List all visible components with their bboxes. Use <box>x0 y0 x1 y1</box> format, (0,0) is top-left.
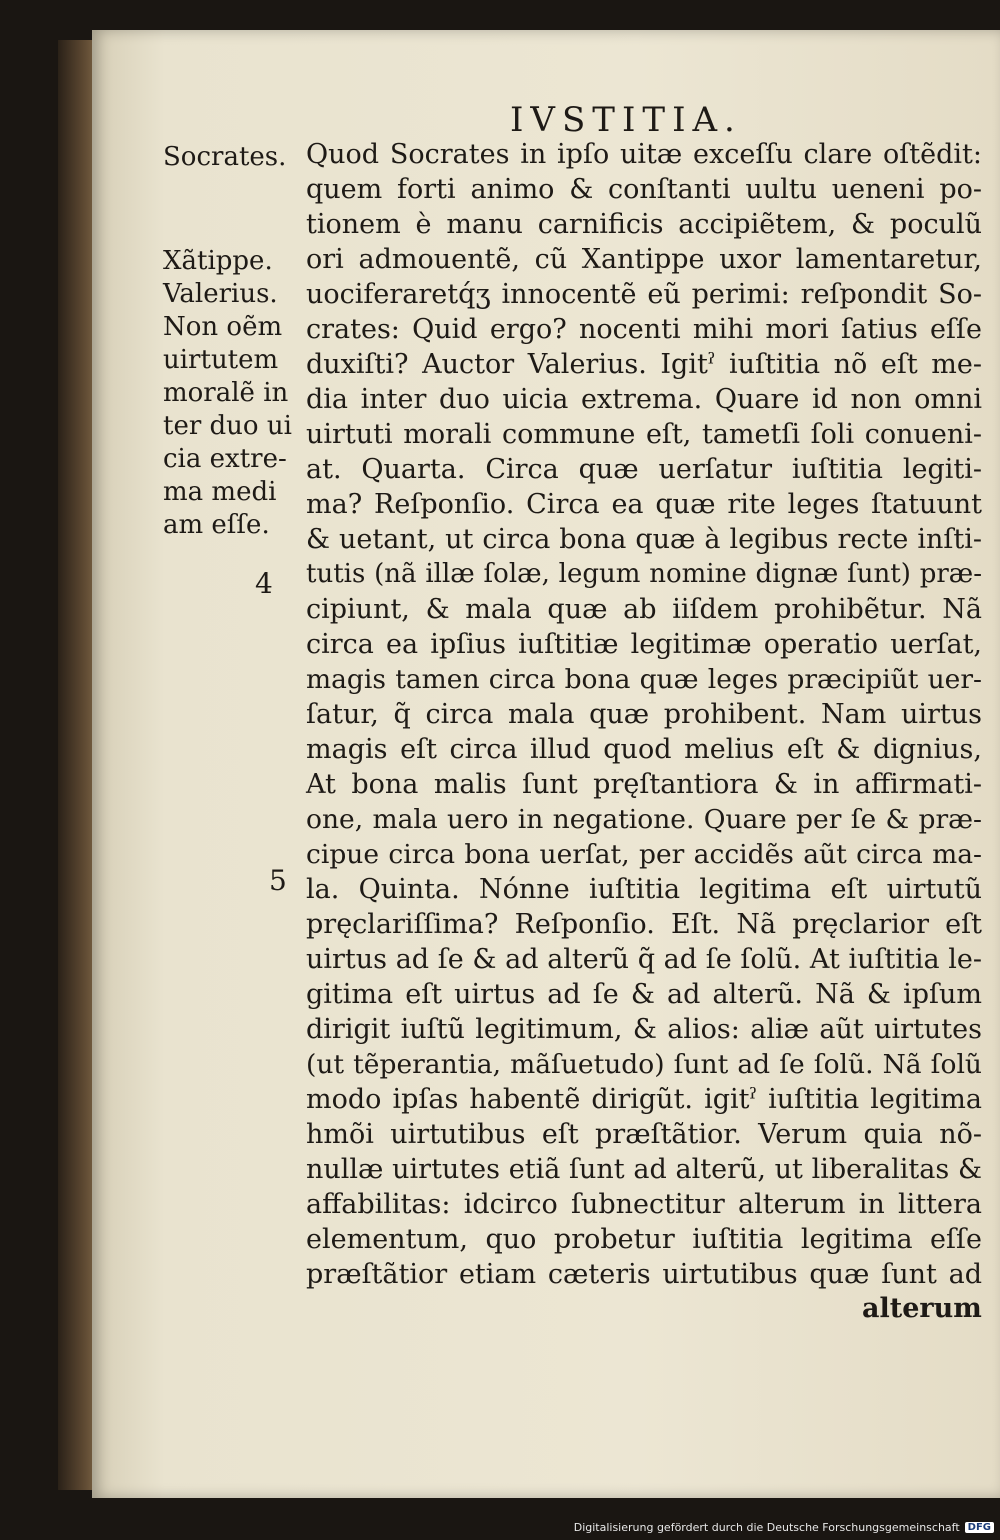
text-line: duxiſti? Auctor Valerius. Igitˀ iuſtitia nõ eſt me- <box>306 349 982 380</box>
text-line: one, mala uero in negatione. Quare per ſe & præ- <box>306 804 982 835</box>
text-line: At bona malis ſunt pręſtantiora & in affirmati- <box>306 769 982 800</box>
text-line: dirigit iuſtũ legitimum, & alios: aliæ aũt uirtutes <box>306 1014 982 1045</box>
text-line: nullæ uirtutes etiã ſunt ad alterũ, ut liberalitas & <box>306 1154 982 1185</box>
text-line: Quod Socrates in ipſo uitæ exceſſu clare oſtẽdit: <box>306 139 982 170</box>
margin-note-line: cia extre- <box>163 444 287 474</box>
text-line: modo ipſas habentẽ dirigũt. igitˀ iuſtitia legitima <box>306 1084 982 1115</box>
text-line: crates: Quid ergo? nocenti mihi mori ſatius eſſe <box>306 314 982 345</box>
section-number-4: 4 <box>255 567 273 600</box>
text-line: quem forti animo & conſtanti uultu ueneni po- <box>306 174 982 205</box>
text-line: affabilitas: idcirco ſubnectitur alterum in littera <box>306 1189 982 1220</box>
text-line: cipiunt, & mala quæ ab iiſdem prohibẽtur. Nã <box>306 594 982 625</box>
text-line: magis eſt circa illud quod melius eſt & dignius, <box>306 734 982 765</box>
margin-note-valerius: Valerius. <box>163 279 278 309</box>
margin-note-line: uirtutem <box>163 345 279 375</box>
margin-note-socrates: Socrates. <box>163 142 287 172</box>
text-line: elementum, quo probetur iuſtitia legitima eſſe <box>306 1224 982 1255</box>
text-line: tionem è manu carnificis accipiẽtem, & poculũ <box>306 209 982 240</box>
text-line: pręclariſſima? Reſponſio. Eſt. Nã pręclarior eſt <box>306 909 982 940</box>
text-line: la. Quinta. Nónne iuſtitia legitima eſt uirtutũ <box>306 874 982 905</box>
digitization-footer <box>574 1521 994 1534</box>
text-line: gitima eſt uirtus ad ſe & ad alterũ. Nã & ipſum <box>306 979 982 1010</box>
text-line: ſatur, q̃ circa mala quæ prohibent. Nam uirtus <box>306 699 982 730</box>
text-line: uirtuti morali commune eſt, tametſi ſoli conueni- <box>306 419 982 450</box>
margin-note-line: ter duo ui <box>163 411 292 441</box>
text-line: hmõi uirtutibus eſt præſtãtior. Verum quia nõ- <box>306 1119 982 1150</box>
running-head: IVSTITIA. <box>510 100 742 140</box>
text-line: magis tamen circa bona quæ leges præcipiũt uer- <box>306 664 982 695</box>
margin-note-line: ma medi <box>163 477 277 507</box>
text-line: ori admouentẽ, cũ Xantippe uxor lamentaretur, <box>306 244 982 275</box>
text-line: ma? Reſponſio. Circa ea quæ rite leges ſtatuunt <box>306 489 982 520</box>
text-line: circa ea ipſius iuſtitiæ legitimæ operatio uerſat, <box>306 629 982 660</box>
dfg-logo: DFG <box>965 1522 994 1533</box>
funding-note: Digitalisierung gefördert durch die Deutsche Forschungsgemeinschaft <box>573 1521 960 1534</box>
text-line: at. Quarta. Circa quæ uerſatur iuſtitia legiti- <box>306 454 982 485</box>
section-number-5: 5 <box>269 864 287 897</box>
margin-note-line: Non oẽm <box>163 312 283 342</box>
text-line: dia inter duo uicia extrema. Quare id non omni <box>306 384 982 415</box>
catchword: alterum <box>862 1293 982 1324</box>
text-line: cipue circa bona uerſat, per accidẽs aũt circa ma- <box>306 839 982 870</box>
text-line: uociferaretq́ʒ innocentẽ eũ perimi: reſpondit So- <box>306 279 982 310</box>
margin-note-xantippe: Xãtippe. <box>163 246 273 276</box>
text-line: tutis (nã illæ ſolæ, legum nomine dignæ ſunt) præ- <box>306 559 982 589</box>
text-line: (ut tẽperantia, mãſuetudo) ſunt ad ſe ſolũ. Nã ſolũ <box>306 1049 982 1080</box>
margin-note-line: am eſſe. <box>163 510 270 540</box>
text-line: præſtãtior etiam cæteris uirtutibus quæ ſunt ad <box>306 1259 982 1290</box>
text-line: uirtus ad ſe & ad alterũ q̃ ad ſe ſolũ. At iuſtitia le- <box>306 944 982 975</box>
margin-note-line: moralẽ in <box>163 378 289 408</box>
text-line: & uetant, ut circa bona quæ à legibus recte inſti- <box>306 524 982 555</box>
